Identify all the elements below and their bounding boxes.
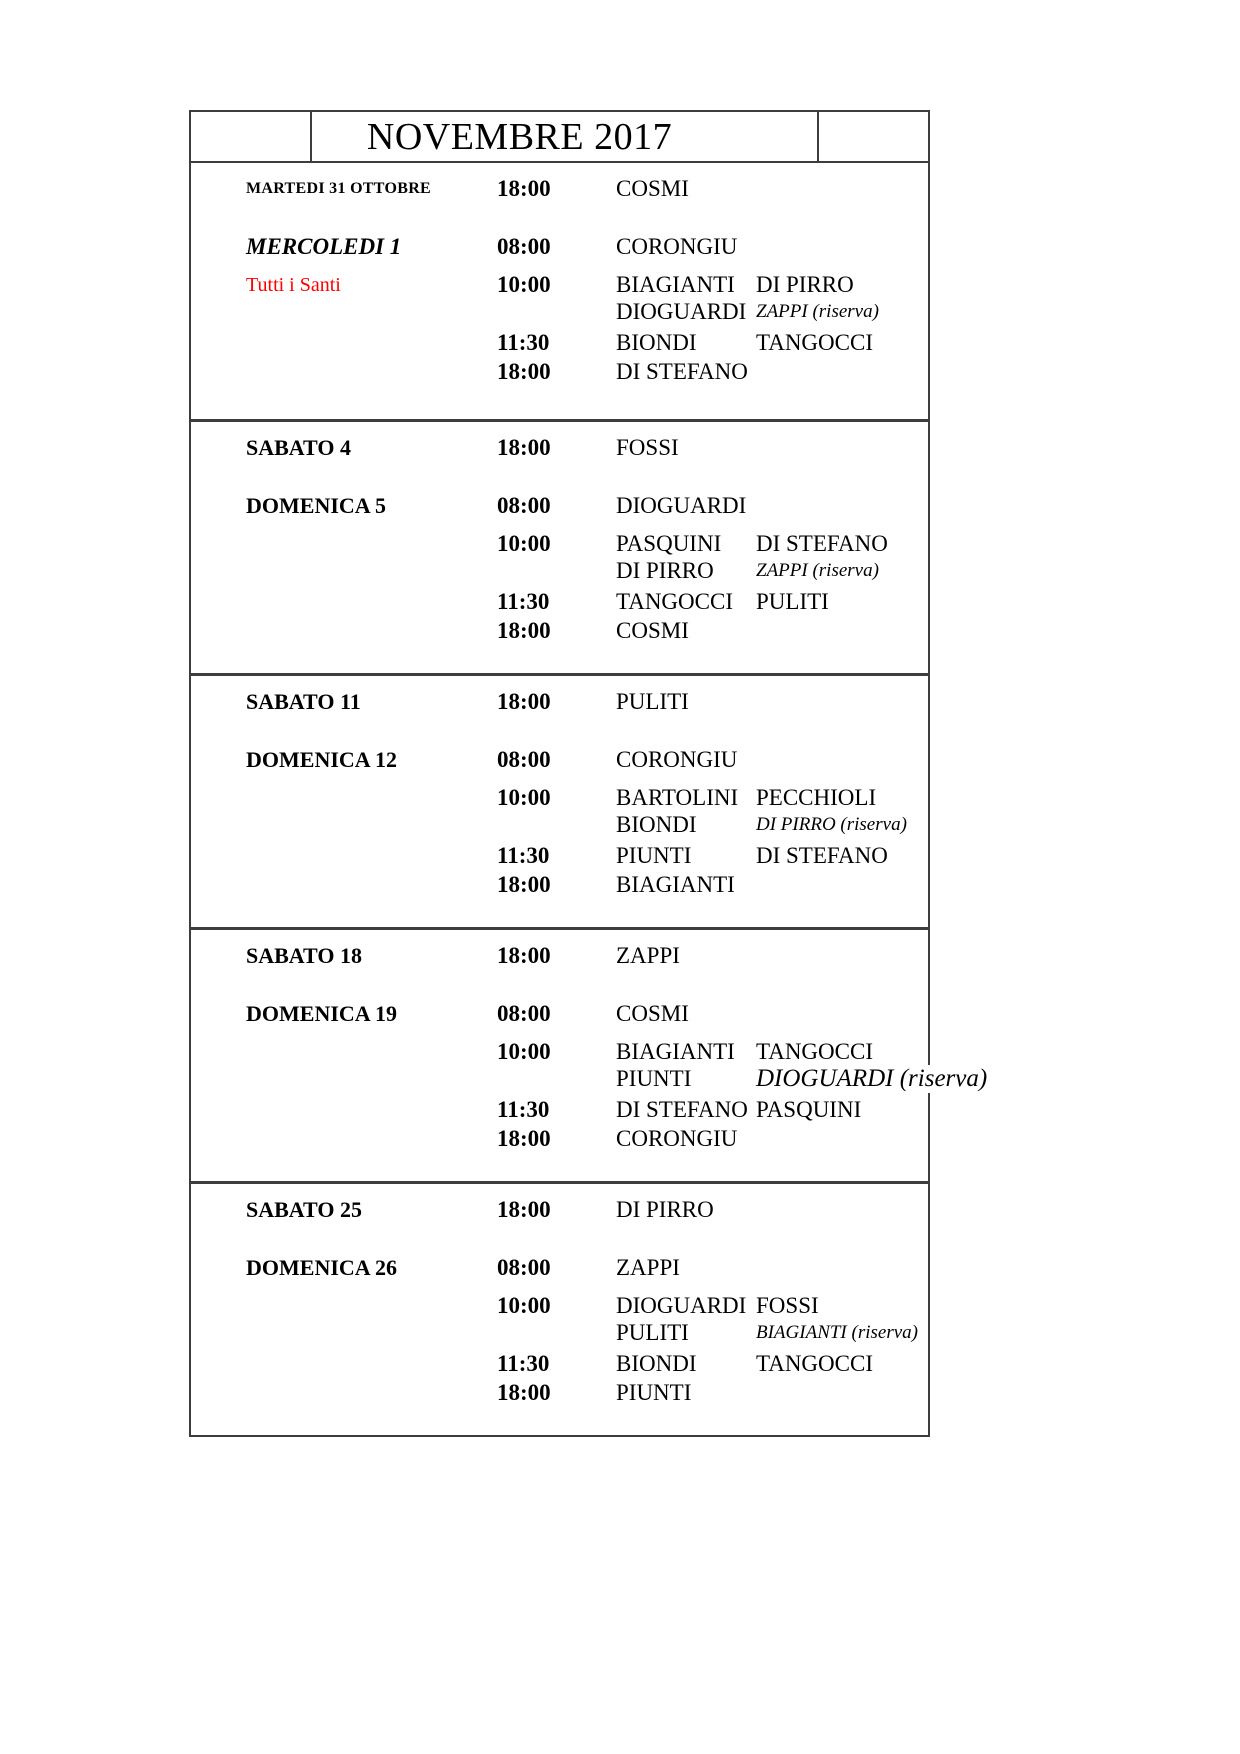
schedule-row — [191, 1254, 928, 1284]
name-cell: DI PIRRO — [616, 558, 714, 583]
time-label: 18:00 — [497, 359, 551, 384]
reserve-cell: DI PIRRO (riserva) — [756, 814, 907, 835]
schedule-row — [191, 329, 928, 359]
day-label: DOMENICA 26 — [246, 1255, 397, 1280]
time-label: 11:30 — [497, 1097, 550, 1122]
schedule-row — [191, 1196, 928, 1226]
day-label: DOMENICA 12 — [246, 747, 397, 772]
header-title-cell — [312, 112, 817, 161]
day-label: SABATO 11 — [246, 689, 361, 714]
name-cell: BIONDI — [616, 1351, 697, 1376]
name-cell: DIOGUARDI — [616, 299, 747, 324]
time-label: 18:00 — [497, 1380, 551, 1405]
week-section — [191, 673, 928, 927]
day-label: SABATO 18 — [246, 943, 362, 968]
time-label: 08:00 — [497, 234, 551, 259]
name-cell: BIAGIANTI — [616, 1039, 735, 1064]
name-cell: TANGOCCI — [756, 330, 873, 355]
schedule-row — [191, 1065, 988, 1095]
time-label: 11:30 — [497, 843, 550, 868]
name-cell: BIONDI — [616, 812, 697, 837]
month-title: NOVEMBRE 2017 — [366, 115, 673, 158]
name-cell: DI STEFANO — [756, 843, 888, 868]
schedule-row — [191, 842, 928, 872]
name-cell: CORONGIU — [616, 1126, 738, 1151]
reserve-cell: ZAPPI (riserva) — [756, 560, 879, 581]
time-label: 10:00 — [497, 531, 551, 556]
reserve-cell: ZAPPI (riserva) — [756, 301, 879, 322]
name-cell: ZAPPI — [616, 1255, 680, 1280]
name-cell: PULITI — [616, 1320, 689, 1345]
schedule-row — [191, 492, 928, 522]
time-label: 10:00 — [497, 272, 551, 297]
time-label: 18:00 — [497, 1197, 551, 1222]
header-empty-cell-left — [191, 112, 312, 161]
schedule-row — [191, 588, 928, 618]
name-cell: BIAGIANTI — [616, 272, 735, 297]
time-label: 18:00 — [497, 943, 551, 968]
schedule-row — [191, 1319, 928, 1349]
name-cell: TANGOCCI — [756, 1039, 873, 1064]
name-cell: FOSSI — [756, 1293, 819, 1318]
time-label: 08:00 — [497, 1001, 551, 1026]
name-cell: DI PIRRO — [616, 1197, 714, 1222]
name-cell: CORONGIU — [616, 234, 738, 259]
name-cell: DI STEFANO — [616, 359, 748, 384]
reserve-cell: DIOGUARDI (riserva) — [756, 1065, 997, 1093]
name-cell: PIUNTI — [616, 843, 692, 868]
schedule-row — [191, 811, 928, 841]
time-label: 10:00 — [497, 785, 551, 810]
schedule-row — [191, 1038, 928, 1068]
schedule-row — [191, 298, 928, 328]
name-cell: DI STEFANO — [756, 531, 888, 556]
schedule-row — [191, 434, 928, 464]
schedule-row — [191, 175, 928, 205]
reserve-cell: BIAGIANTI (riserva) — [756, 1322, 918, 1343]
time-label: 18:00 — [497, 618, 551, 643]
name-cell: BIAGIANTI — [616, 872, 735, 897]
name-cell: COSMI — [616, 176, 689, 201]
month-header — [191, 112, 928, 163]
header-empty-cell-right — [817, 112, 928, 161]
schedule-row — [191, 271, 928, 301]
schedule-row — [191, 233, 928, 263]
day-label: SABATO 4 — [246, 435, 351, 460]
name-cell: BARTOLINI — [616, 785, 739, 810]
day-label: MARTEDI 31 OTTOBRE — [246, 180, 432, 197]
name-cell: CORONGIU — [616, 747, 738, 772]
schedule-row — [191, 1096, 928, 1126]
name-cell: DIOGUARDI — [616, 1293, 747, 1318]
schedule-row — [191, 1379, 928, 1409]
schedule-row — [191, 1350, 928, 1380]
time-label: 18:00 — [497, 872, 551, 897]
schedule-row — [191, 1292, 928, 1322]
name-cell: FOSSI — [616, 435, 679, 460]
day-label: MERCOLEDI 1 — [246, 234, 402, 259]
schedule-table — [189, 110, 988, 1437]
time-label: 08:00 — [497, 747, 551, 772]
name-cell: COSMI — [616, 618, 689, 643]
week-section — [191, 163, 928, 419]
name-cell: PIUNTI — [616, 1066, 692, 1091]
time-label: 18:00 — [497, 176, 551, 201]
name-cell: PASQUINI — [616, 531, 722, 556]
schedule-row — [191, 942, 928, 972]
time-label: 08:00 — [497, 493, 551, 518]
time-label: 18:00 — [497, 689, 551, 714]
name-cell: COSMI — [616, 1001, 689, 1026]
schedule-row — [191, 1125, 928, 1155]
name-cell: PASQUINI — [756, 1097, 862, 1122]
week-section — [191, 1181, 928, 1435]
schedule-row — [191, 358, 928, 388]
schedule-row — [191, 784, 928, 814]
schedule-row — [191, 746, 928, 776]
time-label: 18:00 — [497, 435, 551, 460]
day-label: DOMENICA 5 — [246, 493, 386, 518]
schedule-row — [191, 530, 928, 560]
name-cell: ZAPPI — [616, 943, 680, 968]
week-section — [191, 927, 988, 1181]
schedule-row — [191, 871, 928, 901]
day-label: DOMENICA 19 — [246, 1001, 397, 1026]
week-section — [191, 419, 928, 673]
name-cell: BIONDI — [616, 330, 697, 355]
schedule-row — [191, 688, 928, 718]
name-cell: TANGOCCI — [616, 589, 733, 614]
time-label: 18:00 — [497, 1126, 551, 1151]
name-cell: PULITI — [756, 589, 829, 614]
time-label: 11:30 — [497, 330, 550, 355]
name-cell: PULITI — [616, 689, 689, 714]
schedule-row — [191, 1000, 928, 1030]
day-label: SABATO 25 — [246, 1197, 362, 1222]
time-label: 11:30 — [497, 589, 550, 614]
time-label: 11:30 — [497, 1351, 550, 1376]
name-cell: PIUNTI — [616, 1380, 692, 1405]
name-cell: TANGOCCI — [756, 1351, 873, 1376]
name-cell: DI STEFANO — [616, 1097, 748, 1122]
time-label: 08:00 — [497, 1255, 551, 1280]
name-cell: PECCHIOLI — [756, 785, 877, 810]
schedule-row — [191, 557, 928, 587]
time-label: 10:00 — [497, 1293, 551, 1318]
name-cell: DI PIRRO — [756, 272, 854, 297]
schedule-row — [191, 617, 928, 647]
time-label: 10:00 — [497, 1039, 551, 1064]
name-cell: DIOGUARDI — [616, 493, 747, 518]
holiday-note: Tutti i Santi — [246, 274, 341, 296]
